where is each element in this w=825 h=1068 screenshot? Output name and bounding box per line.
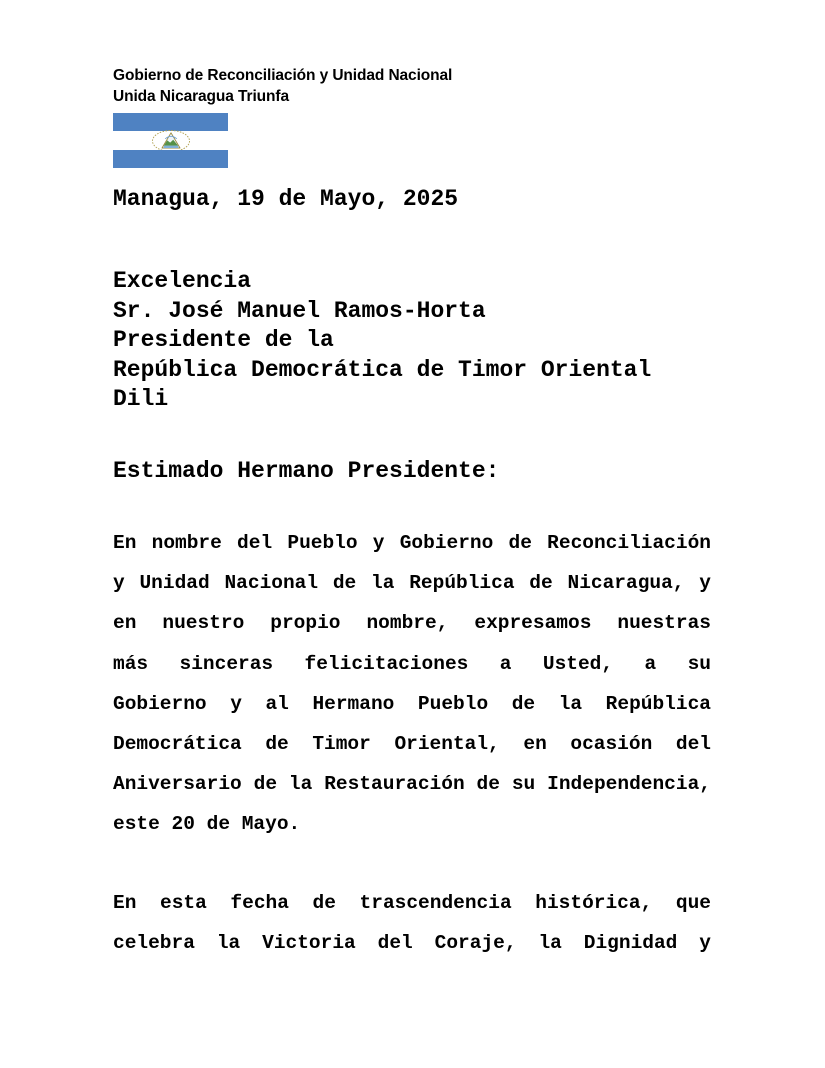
letterhead-line1: Gobierno de Reconciliación y Unidad Nacional (113, 67, 453, 84)
body-line: Gobierno y al Hermano Pueblo de la República (113, 692, 711, 715)
nicaragua-coat-of-arms-icon (151, 129, 191, 153)
flag-stripe-middle (113, 131, 228, 150)
body-line: en nuestro propio nombre, expresamos nuestras (113, 612, 711, 635)
recipient-line-title: Presidente de la (113, 327, 334, 353)
body-line: Aniversario de la Restauración de su Independencia, (113, 773, 711, 796)
body-line: y Unidad Nacional de la República de Nicaragua, y (113, 572, 711, 595)
body-line: En nombre del Pueblo y Gobierno de Reconciliación (113, 532, 711, 554)
body-line: este 20 de Mayo. (113, 813, 301, 836)
salutation: Estimado Hermano Presidente: (113, 458, 500, 484)
nicaragua-flag-image (113, 113, 228, 168)
recipient-line-country: República Democrática de Timor Oriental (113, 356, 652, 383)
body-line: celebra la Victoria del Coraje, la Dignidad y (113, 932, 711, 955)
recipient-line-honorific: Excelencia (113, 268, 252, 294)
recipient-block (113, 267, 651, 415)
recipient-line-city: Dili (113, 386, 169, 412)
recipient-line-name: Sr. José Manuel Ramos-Horta (113, 297, 486, 324)
flag-stripe-bottom (113, 150, 228, 168)
body-line: más sinceras felicitaciones a Usted, a su (113, 652, 711, 675)
letterhead-line2: Unida Nicaragua Triunfa (113, 88, 289, 105)
date-line: Managua, 19 de Mayo, 2025 (113, 186, 459, 212)
body-paragraph-1 (113, 523, 711, 845)
body-line: Democrática de Timor Oriental, en ocasión del (113, 733, 711, 756)
body-paragraph-2 (113, 883, 711, 963)
body-line: En esta fecha de trascendencia histórica, que (113, 892, 711, 914)
letterhead (113, 65, 452, 107)
